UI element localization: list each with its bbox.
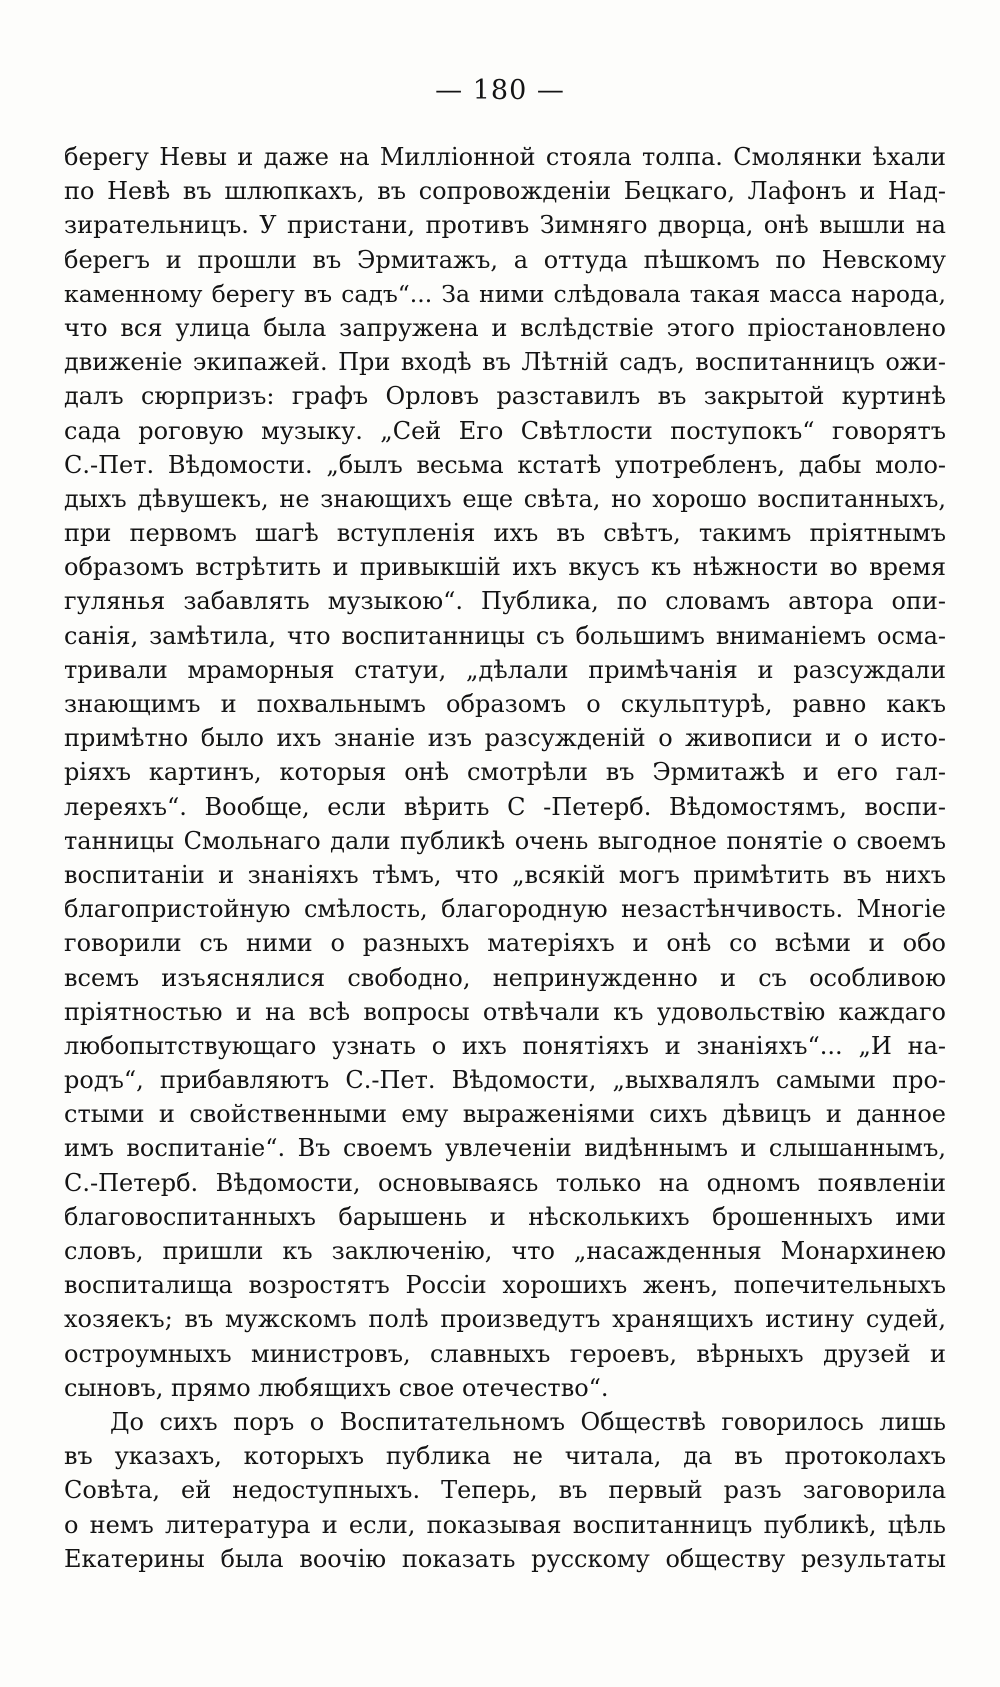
text-line: по Невѣ въ шлюпкахъ, въ сопровожденiи Бецкаго, Лафонъ и Над- [64,177,946,206]
text-line: при первомъ шагѣ вступленiя ихъ въ свѣтъ, такимъ прiятнымъ [64,519,946,548]
paragraph-2 [64,1405,946,1576]
text-line: танницы Смольнаго дали публикѣ очень выгодное понятiе о своемъ [64,826,946,855]
text-line: сыновъ, прямо любящихъ свое отечество“. [64,1373,609,1402]
text-line: словъ, пришли къ заключенiю, что „насажденныя Монархинею [64,1237,946,1265]
text-line: зирательницъ. У пристани, противъ Зимняго дворца, онѣ вышли на [64,211,946,240]
text-line: образомъ встрѣтить и привыкшiй ихъ вкусъ къ нѣжности во время [64,553,946,582]
text-line: каменному берегу въ садъ“... За ними слѣдовала такая масса народа, [64,279,946,308]
text-line: воспитанiи и знанiяхъ тѣмъ, что „всякiй могъ примѣтить въ нихъ [64,860,946,889]
text-line: примѣтно было ихъ знанiе изъ разсужденiй о живописи и о исто- [64,724,946,753]
text-line: всемъ изъяснялися свободно, непринужденно и съ особливою [64,963,946,992]
text-line: санiя, замѣтила, что воспитанницы съ большимъ вниманiемъ осма- [64,621,946,650]
text-line: До сихъ поръ о Воспитательномъ Обществѣ говорилось лишь [110,1407,946,1436]
text-line: о немъ литература и если, показывая воспитанницъ публикѣ, цѣль [64,1510,946,1539]
text-line: говорили съ ними о разныхъ матерiяхъ и онѣ со всѣми и обо [64,929,946,958]
text-line: гулянья забавлять музыкою“. Публика, по словамъ автора опи- [64,587,946,616]
text-line: лереяхъ“. Вообще, если вѣрить С -Петерб. Вѣдомостямъ, воспи- [64,792,946,821]
text-line: что вся улица была запружена и вслѣдствiе этого прiостановлено [64,313,946,342]
text-line: движенiе экипажей. При входѣ въ Лѣтнiй садъ, воспитанницъ ожи- [64,348,946,377]
text-line: берегу Невы и даже на Миллiонной стояла толпа. Смолянки ѣхали [64,143,946,171]
text-line: въ указахъ, которыхъ публика не читала, да въ протоколахъ [64,1442,946,1471]
text-line: благопристойную смѣлость, благородную незастѣнчивость. Многiе [64,895,946,924]
text-line: родъ“, прибавляютъ С.-Пет. Вѣдомости, „выхвалялъ самыми про- [64,1066,946,1095]
page-number: — 180 — [435,75,565,106]
text-line: С.-Петерб. Вѣдомости, основываясь только на одномъ появленiи [64,1168,946,1197]
text-line: Екатерины была воочiю показать русскому обществу результаты [64,1544,946,1573]
body-text [64,140,946,1576]
text-line: С.-Пет. Вѣдомости. „былъ весьма кстатѣ употребленъ, дабы моло- [64,450,946,479]
text-line: остроумныхъ министровъ, славныхъ героевъ, вѣрныхъ друзей и [64,1339,946,1368]
text-line: прiятностью и на всѣ вопросы отвѣчали къ удовольствiю каждаго [64,997,946,1026]
text-line: знающимъ и похвальнымъ образомъ о скульптурѣ, равно какъ [64,690,946,718]
text-line: благовоспитанныхъ барышень и нѣсколькихъ брошенныхъ ими [64,1202,946,1231]
text-line: имъ воспитанiе“. Въ своемъ увлеченiи видѣннымъ и слышаннымъ, [64,1134,946,1163]
text-line: стыми и свойственными ему выраженiями сихъ дѣвицъ и данное [64,1100,946,1129]
text-line: сада роговую музыку. „Сей Его Свѣтлости поступокъ“ говорятъ [64,416,946,445]
text-line: тривали мраморныя статуи, „дѣлали примѣчанiя и разсуждали [64,655,946,684]
text-line: любопытствующаго узнать о ихъ понятiяхъ и знанiяхъ“... „И на- [64,1031,946,1060]
text-line: Совѣта, ей недоступныхъ. Теперь, въ первый разъ заговорила [64,1476,946,1505]
text-line: хозяекъ; въ мужскомъ полѣ произведутъ хранящихъ истину судей, [64,1305,946,1334]
text-line: дыхъ дѣвушекъ, не знающихъ еще свѣта, но хорошо воспитанныхъ, [64,484,946,513]
text-line: воспиталища возростятъ Россiи хорошихъ женъ, попечительныхъ [64,1271,946,1300]
text-line: рiяхъ картинъ, которыя онѣ смотрѣли въ Эрмитажѣ и его гал- [64,758,946,787]
text-line: далъ сюрпризъ: графъ Орловъ разставилъ въ закрытой куртинѣ [64,382,946,411]
text-line: берегъ и прошли въ Эрмитажъ, а оттуда пѣшкомъ по Невскому [64,245,946,274]
paragraph-1 [64,140,946,1405]
